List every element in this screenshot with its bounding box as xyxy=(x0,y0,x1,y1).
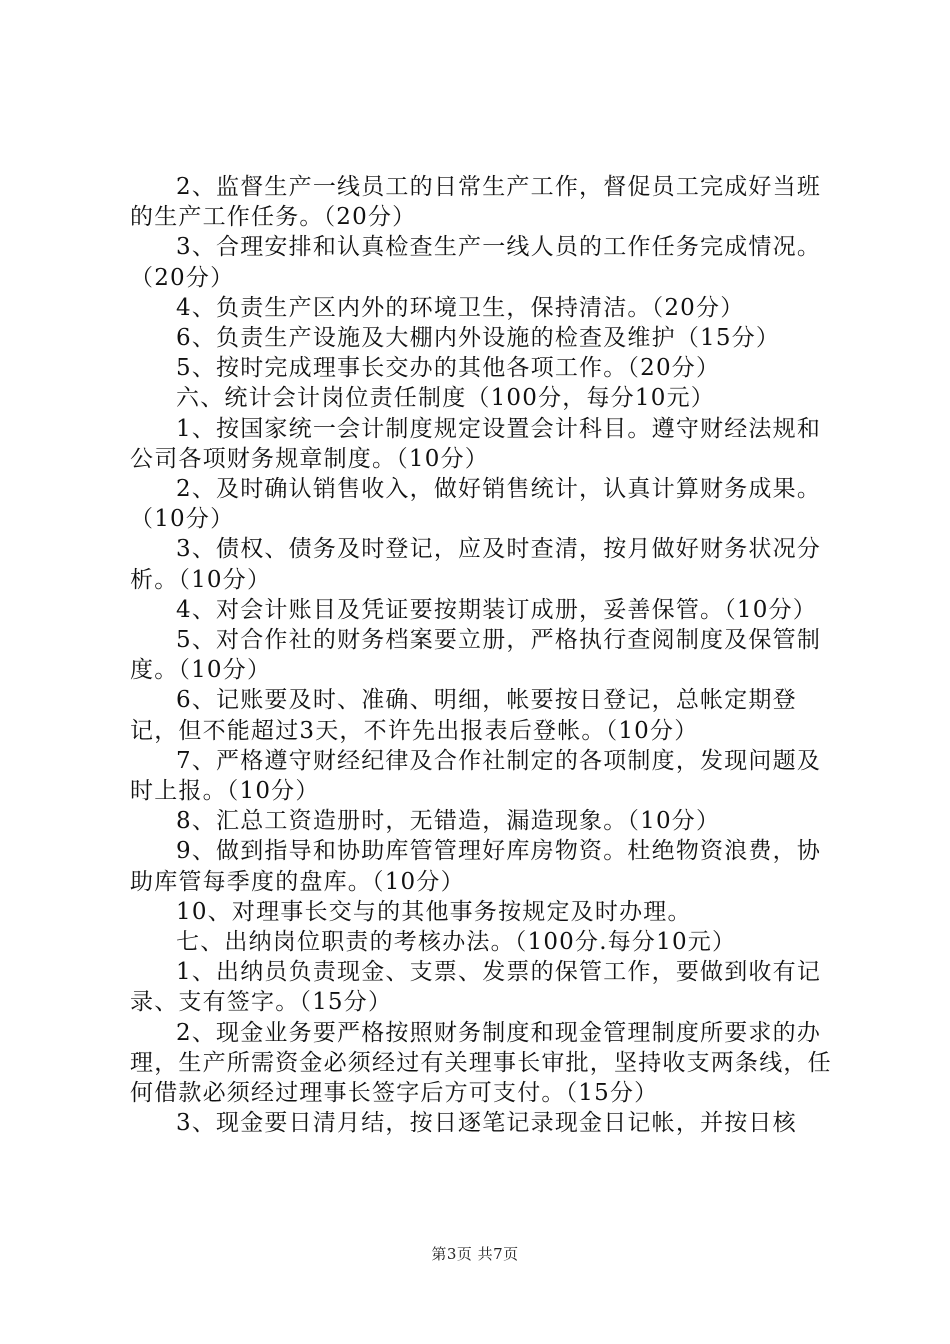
paragraph: 4、对会计账目及凭证要按期装订成册，妥善保管。（10分） xyxy=(176,596,817,623)
paragraph: 3、债权、债务及时登记，应及时查清，按月做好财务状况分析。（10分） xyxy=(130,536,822,593)
paragraph: 7、严格遵守财经纪律及合作社制定的各项制度，发现问题及时上报。（10分） xyxy=(130,747,822,805)
page-number: 第3页 共7页 xyxy=(431,1245,519,1263)
paragraph: 5、按时完成理事长交办的其他各项工作。（20分） xyxy=(176,355,721,382)
paragraph: 4、负责生产区内外的环境卫生，保持清洁。（20分） xyxy=(176,294,745,321)
paragraph: 2、监督生产一线员工的日常生产工作，督促员工完成好当班的生产工作任务。（20分） xyxy=(130,174,822,231)
paragraph: 2、及时确认销售收入，做好销售统计，认真计算财务成果。（10分） xyxy=(130,476,822,533)
paragraph: 3、合理安排和认真检查生产一线人员的工作任务完成情况。（20分） xyxy=(130,234,822,291)
document-body xyxy=(130,172,845,1139)
paragraph: 2、现金业务要严格按照财务制度和现金管理制度所要求的办理，生产所需资金必须经过有关理事长审批，坚持收支两条线，任何借款必须经过理事长签字后方可支付。（15分） xyxy=(130,1019,832,1107)
paragraph: 1、出纳员负责现金、支票、发票的保管工作，要做到收有记录、支有签字。（15分） xyxy=(130,959,822,1016)
paragraph: 3、现金要日清月结，按日逐笔记录现金日记帐，并按日核 xyxy=(176,1110,797,1137)
section-heading: 七、出纳岗位职责的考核办法。（100分.每分10元） xyxy=(176,929,737,956)
paragraph: 9、做到指导和协助库管管理好库房物资。杜绝物资浪费，协助库管每季度的盘库。（10分） xyxy=(130,838,822,895)
paragraph: 5、对合作社的财务档案要立册，严格执行查阅制度及保管制度。（10分） xyxy=(130,627,822,684)
paragraph: 8、汇总工资造册时，无错造，漏造现象。（10分） xyxy=(176,808,721,835)
paragraph: 6、负责生产设施及大棚内外设施的检查及维护（15分） xyxy=(176,325,781,352)
paragraph: 10、对理事长交与的其他事务按规定及时办理。 xyxy=(176,898,692,925)
section-heading: 六、统计会计岗位责任制度（100分，每分10元） xyxy=(176,385,715,412)
paragraph: 6、记账要及时、准确、明细，帐要按日登记，总帐定期登记，但不能超过3天，不许先出报表后登帐。（10分） xyxy=(130,687,797,744)
paragraph: 1、按国家统一会计制度规定设置会计科目。遵守财经法规和公司各项财务规章制度。（10分） xyxy=(130,415,822,472)
